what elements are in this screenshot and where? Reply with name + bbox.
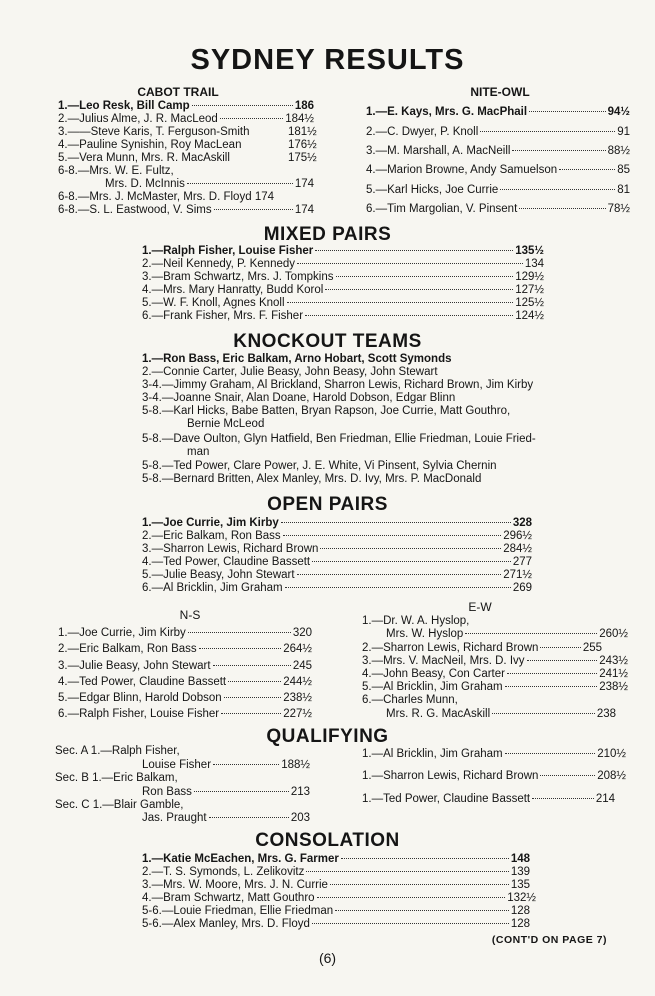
consolation-row: 5-6.—Louie Friedman, Ellie Friedman 128	[142, 905, 530, 917]
ew-row: 2.—Sharron Lewis, Richard Brown 255	[362, 642, 602, 654]
nite-owl-row: 1.—E. Kays, Mrs. G. MacPhail 94½	[366, 106, 630, 118]
knockout-row: 5-8.—Dave Oulton, Glyn Hatfield, Ben Friedman, Ellie Friedman, Louie Fried-	[142, 433, 536, 445]
cabot-trail-row: 6-8.—Mrs. W. E. Fultz,	[58, 165, 174, 177]
cabot-trail-row: 3.——Steve Karis, T. Ferguson-Smith	[58, 126, 250, 138]
open-pairs-row: 3.—Sharron Lewis, Richard Brown 284½	[142, 543, 532, 555]
nite-owl-row: 2.—C. Dwyer, P. Knoll 91	[366, 126, 630, 138]
consolation-row: 2.—T. S. Symonds, L. Zelikovitz 139	[142, 866, 530, 878]
mixed-pairs-row: 4.—Mrs. Mary Hanratty, Budd Korol 127½	[142, 284, 544, 296]
nite-owl-row: 3.—M. Marshall, A. MacNeill 88½	[366, 145, 630, 157]
open-pairs-row: 6.—Al Bricklin, Jim Graham 269	[142, 582, 532, 594]
knockout-row: 3-4.—Joanne Snair, Alan Doane, Harold Dobson, Edgar Blinn	[142, 392, 456, 404]
cabot-trail-row: 5.—Vera Munn, Mrs. R. MacAskill	[58, 152, 230, 164]
page-number: (6)	[318, 950, 337, 966]
cabot-trail-score: 181½	[288, 126, 317, 138]
qualifying-right-row: 1.—Al Bricklin, Jim Graham 210½	[362, 748, 626, 760]
knockout-row: 2.—Connie Carter, Julie Beasy, John Beasy, John Stewart	[142, 366, 438, 378]
ew-row: 5.—Al Bricklin, Jim Graham 238½	[362, 681, 628, 693]
knockout-row-cont: Bernie McLeod	[187, 418, 265, 430]
ns-row: 1.—Joe Currie, Jim Kirby 320	[58, 627, 312, 639]
mixed-pairs-row: 2.—Neil Kennedy, P. Kennedy 134	[142, 258, 544, 270]
cabot-trail-row: 4.—Pauline Synishin, Roy MacLean	[58, 139, 242, 151]
consolation-row: 1.—Katie McEachen, Mrs. G. Farmer 148	[142, 853, 530, 865]
knockout-teams-heading: KNOCKOUT TEAMS	[233, 331, 422, 352]
consolation-row: 5-6.—Alex Manley, Mrs. D. Floyd 128	[142, 918, 530, 930]
knockout-row: 1.—Ron Bass, Eric Balkam, Arno Hobart, Scott Symonds	[142, 353, 452, 365]
qualifying-left-row: Sec. C 1.—Blair Gamble,	[55, 799, 184, 811]
open-pairs-row: 2.—Eric Balkam, Ron Bass 296½	[142, 530, 532, 542]
cabot-trail-row: 1.—Leo Resk, Bill Camp 186	[58, 100, 314, 112]
mixed-pairs-row: 6.—Frank Fisher, Mrs. F. Fisher 124½	[142, 310, 544, 322]
ew-row: 1.—Dr. W. A. Hyslop,	[362, 615, 470, 627]
cabot-trail-score: 175½	[288, 152, 317, 164]
knockout-row-cont: man	[187, 446, 210, 458]
open-pairs-heading: OPEN PAIRS	[267, 494, 388, 515]
ns-row: 6.—Ralph Fisher, Louise Fisher 227½	[58, 708, 312, 720]
cabot-trail-score: 176½	[288, 139, 317, 151]
mixed-pairs-heading: MIXED PAIRS	[263, 224, 392, 245]
cabot-trail-heading: CABOT TRAIL	[137, 85, 219, 99]
qualifying-right-row: 1.—Ted Power, Claudine Bassett 214	[362, 793, 615, 805]
knockout-row: 3-4.—Jimmy Graham, Al Brickland, Sharron Lewis, Richard Brown, Jim Kirby	[142, 379, 534, 391]
qualifying-left-row: Louise Fisher 188½	[142, 759, 310, 771]
consolation-row: 3.—Mrs. W. Moore, Mrs. J. N. Currie 135	[142, 879, 530, 891]
ns-row: 2.—Eric Balkam, Ron Bass 264½	[58, 643, 312, 655]
cabot-trail-row: 6-8.—Mrs. J. McMaster, Mrs. D. Floyd 174	[58, 191, 274, 203]
knockout-row: 5-8.—Karl Hicks, Babe Batten, Bryan Rapson, Joe Currie, Matt Gouthro,	[142, 405, 511, 417]
open-pairs-row: 1.—Joe Currie, Jim Kirby 328	[142, 517, 532, 529]
mixed-pairs-row: 1.—Ralph Fisher, Louise Fisher 135½	[142, 245, 544, 257]
cabot-trail-row: 6-8.—S. L. Eastwood, V. Sims 174	[58, 204, 314, 216]
consolation-row: 4.—Bram Schwartz, Matt Gouthro 132½	[142, 892, 536, 904]
continued-note: (CONT'D ON PAGE 7)	[491, 934, 607, 946]
nite-owl-row: 6.—Tim Margolian, V. Pinsent 78½	[366, 203, 630, 215]
page-title: SYDNEY RESULTS	[190, 44, 465, 76]
consolation-heading: CONSOLATION	[255, 830, 400, 851]
cabot-trail-row: 2.—Julius Alme, J. R. MacLeod 184½	[58, 113, 314, 125]
nite-owl-row: 4.—Marion Browne, Andy Samuelson 85	[366, 164, 630, 176]
cabot-trail-row: Mrs. D. McInnis 174	[105, 178, 314, 190]
ew-row: 4.—John Beasy, Con Carter 241½	[362, 668, 628, 680]
ew-row: Mrs. W. Hyslop 260½	[386, 628, 628, 640]
ew-row: 3.—Mrs. V. MacNeil, Mrs. D. Ivy 243½	[362, 655, 628, 667]
nite-owl-row: 5.—Karl Hicks, Joe Currie 81	[366, 184, 630, 196]
ew-row: Mrs. R. G. MacAskill 238	[386, 708, 616, 720]
mixed-pairs-row: 3.—Bram Schwartz, Mrs. J. Tompkins 129½	[142, 271, 544, 283]
open-pairs-row: 4.—Ted Power, Claudine Bassett 277	[142, 556, 532, 568]
knockout-row: 5-8.—Bernard Britten, Alex Manley, Mrs. D. Ivy, Mrs. P. MacDonald	[142, 473, 482, 485]
qualifying-left-row: Jas. Praught 203	[142, 812, 310, 824]
ns-heading: N-S	[179, 608, 201, 622]
qualifying-heading: QUALIFYING	[266, 726, 389, 747]
ns-row: 4.—Ted Power, Claudine Bassett 244½	[58, 676, 312, 688]
qualifying-right-row: 1.—Sharron Lewis, Richard Brown 208½	[362, 770, 626, 782]
knockout-row: 5-8.—Ted Power, Clare Power, J. E. White, Vi Pinsent, Sylvia Chernin	[142, 460, 497, 472]
ns-row: 5.—Edgar Blinn, Harold Dobson 238½	[58, 692, 312, 704]
ew-row: 6.—Charles Munn,	[362, 694, 458, 706]
qualifying-left-row: Sec. A 1.—Ralph Fisher,	[55, 745, 180, 757]
open-pairs-row: 5.—Julie Beasy, John Stewart 271½	[142, 569, 532, 581]
mixed-pairs-row: 5.—W. F. Knoll, Agnes Knoll 125½	[142, 297, 544, 309]
qualifying-left-row: Sec. B 1.—Eric Balkam,	[55, 772, 178, 784]
ew-heading: E-W	[468, 600, 492, 614]
ns-row: 3.—Julie Beasy, John Stewart 245	[58, 660, 312, 672]
qualifying-left-row: Ron Bass 213	[142, 786, 310, 798]
nite-owl-heading: NITE-OWL	[470, 85, 530, 99]
